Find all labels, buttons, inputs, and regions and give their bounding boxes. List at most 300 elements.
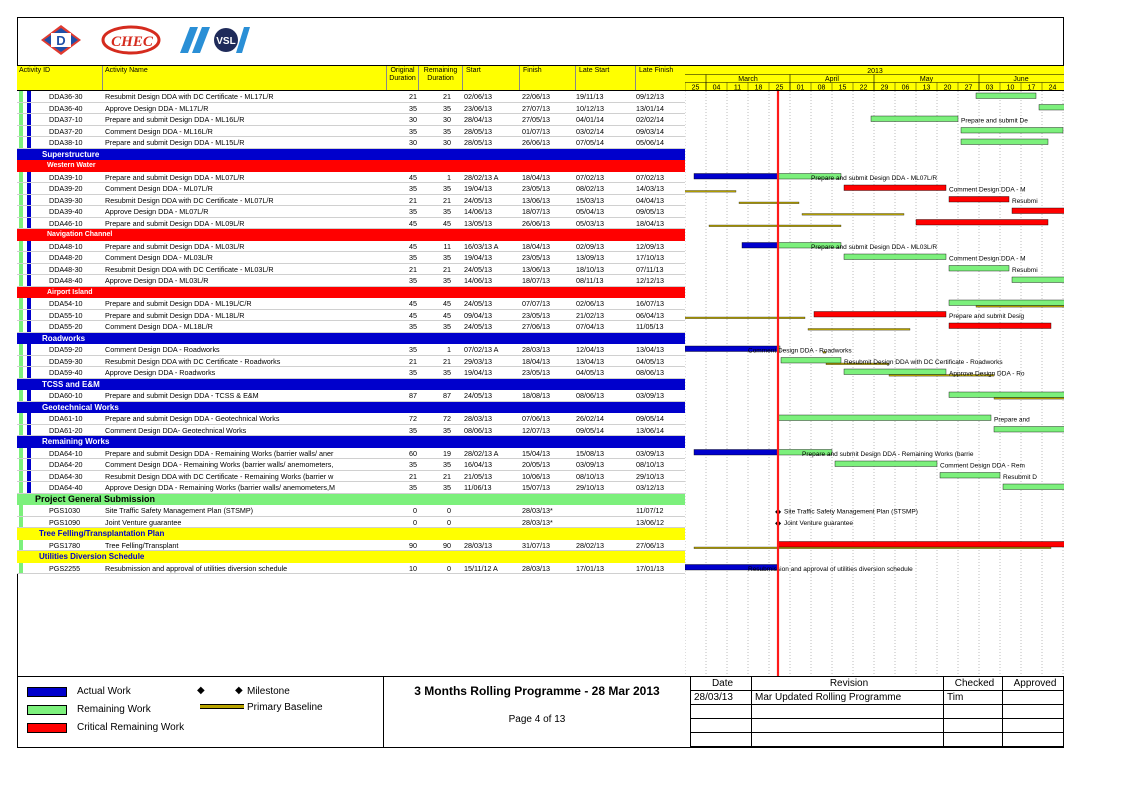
- baseline-bar: [694, 547, 1051, 549]
- rev-description: Mar Updated Rolling Programme: [752, 691, 944, 705]
- finish-date: 23/05/13: [522, 310, 550, 320]
- activity-id: DDA37-20: [49, 126, 83, 136]
- actual-work-bar: [694, 450, 778, 456]
- week-label: 24: [1048, 84, 1057, 91]
- finish-date: 28/03/13: [522, 345, 550, 354]
- late-finish-date: 17/10/13: [636, 253, 664, 262]
- late-start-date: 19/11/13: [576, 92, 604, 101]
- remaining-work-bar: [1003, 484, 1064, 490]
- remaining-duration: 21: [443, 195, 451, 205]
- late-start-date: 04/05/13: [576, 368, 604, 377]
- start-date: [464, 517, 519, 528]
- activity-name: Prepare and submit Design DDA - ML18L/R: [105, 310, 245, 320]
- start-date: 14/06/13: [464, 276, 492, 285]
- remaining-duration: 72: [443, 414, 451, 423]
- activity-id: DDA60-10: [49, 391, 83, 400]
- activity-name: Resubmit Design DDA with DC Certificate - ML17L/R: [105, 92, 274, 101]
- activity-id: DDA39-10: [49, 172, 83, 182]
- finish-date: 18/08/13: [522, 391, 550, 400]
- bar-label: Prepare and: [994, 416, 1030, 424]
- wbs-band-row: [685, 402, 1064, 414]
- week-label: 06: [901, 84, 910, 91]
- start-date: 28/05/13: [464, 138, 492, 147]
- remaining-work-bar: [778, 415, 991, 421]
- activity-row[interactable]: [17, 448, 685, 460]
- finish-date: 27/07/13: [522, 103, 550, 113]
- header-activity-id[interactable]: Activity ID: [17, 66, 103, 90]
- wbs-level-strip: [19, 195, 23, 206]
- activity-id: DDA64-30: [49, 471, 83, 481]
- late-start-date: 03/02/14: [576, 126, 604, 136]
- wbs-level-strip: [27, 298, 31, 309]
- week-label: 11: [733, 84, 742, 91]
- gantt-bars: [685, 91, 1064, 676]
- activity-row[interactable]: [17, 425, 685, 437]
- activity-id: DDA64-20: [49, 460, 83, 469]
- header-late-finish[interactable]: Late Finish: [639, 67, 674, 74]
- bar-label: Prepare and submit De: [961, 117, 1028, 125]
- wbs-band-row: [685, 287, 1064, 299]
- wbs-band-row: [685, 379, 1064, 391]
- wbs-level-strip: [27, 195, 31, 206]
- activity-row[interactable]: [17, 563, 685, 575]
- original-duration: 45: [409, 241, 417, 251]
- month-label: March: [738, 76, 758, 83]
- remaining-duration: 35: [443, 207, 451, 216]
- finish-date: 18/04/13: [522, 172, 550, 182]
- header-finish[interactable]: Finish: [520, 66, 576, 90]
- wbs-level-strip: [19, 448, 23, 459]
- activity-name: Joint Venture guarantee: [105, 517, 182, 527]
- wbs-level-strip: [19, 252, 23, 263]
- week-label: 10: [1006, 84, 1015, 91]
- wbs-level-strip: [19, 356, 23, 367]
- late-finish-date: 04/04/13: [636, 195, 664, 205]
- activity-row[interactable]: [17, 310, 685, 322]
- original-duration: 21: [409, 356, 417, 366]
- wbs-level-strip: [27, 275, 31, 286]
- remaining-work-bar: [1039, 105, 1064, 111]
- wbs-level-strip: [19, 172, 23, 183]
- late-start-date: 08/10/13: [576, 471, 604, 481]
- late-start-date: 17/01/13: [576, 563, 604, 573]
- rev-empty-cell: [944, 719, 1003, 733]
- remaining-duration: 21: [443, 471, 451, 481]
- header-activity-name[interactable]: Activity Name: [103, 66, 387, 90]
- rev-empty-cell: [944, 705, 1003, 719]
- start-date: 24/05/13: [464, 195, 492, 205]
- critical-work-bar: [949, 197, 1009, 203]
- wbs-level-strip: [19, 218, 23, 229]
- svg-text:D: D: [56, 33, 66, 48]
- activity-row[interactable]: [17, 367, 685, 379]
- start-date: 07/02/13 A: [464, 345, 499, 354]
- wbs-level-strip: [19, 540, 23, 551]
- baseline-bar: [685, 317, 805, 319]
- rev-empty-cell: [691, 719, 752, 733]
- bar-label: Prepare and submit Desig: [949, 313, 1025, 320]
- late-start-date: [576, 505, 636, 516]
- wbs-level-strip: [19, 241, 23, 252]
- critical-work-bar: [916, 220, 1048, 226]
- header-start[interactable]: Start: [463, 66, 520, 90]
- start-date: 28/03/13: [464, 414, 492, 423]
- original-duration: 35: [409, 483, 417, 492]
- activity-id: DDA55-20: [49, 322, 83, 331]
- legend-baseline-swatch: [200, 704, 244, 709]
- wbs-band-title: Geotechnical Works: [42, 402, 119, 412]
- original-duration: 60: [409, 448, 417, 458]
- rev-empty-cell: [1003, 705, 1064, 719]
- finish-date: 28/03/13*: [522, 517, 553, 527]
- activity-id: DDA48-10: [49, 241, 83, 251]
- header-late-start[interactable]: Late Start: [576, 66, 636, 90]
- month-label: May: [919, 76, 934, 83]
- start-date: 15/11/12 A: [464, 563, 498, 573]
- remaining-work-bar: [994, 427, 1064, 433]
- activity-row[interactable]: [17, 321, 685, 333]
- activity-row[interactable]: [17, 298, 685, 310]
- late-start-date: 03/09/13: [576, 460, 604, 469]
- activity-id: PGS2255: [49, 563, 81, 573]
- remaining-work-bar: [961, 128, 1063, 134]
- wbs-level-strip: [27, 103, 31, 114]
- bar-label: Comment Design DDA - M: [949, 255, 1026, 263]
- timescale-header: [685, 65, 1064, 91]
- activity-id: DDA54-10: [49, 299, 83, 308]
- original-duration: 21: [409, 195, 417, 205]
- activity-row[interactable]: [17, 356, 685, 368]
- wbs-band-title: TCSS and E&M: [42, 379, 100, 389]
- finish-date: 28/03/13: [522, 563, 550, 573]
- late-start-date: 26/02/14: [576, 414, 604, 423]
- activity-name: Resubmit Design DDA with DC Certificate - Remaining Works (barrier w: [105, 471, 334, 481]
- remaining-work-bar: [844, 369, 946, 375]
- start-date: 24/05/13: [464, 299, 492, 308]
- start-date: 09/04/13: [464, 310, 492, 320]
- late-start-date: 08/06/13: [576, 391, 604, 400]
- activity-row[interactable]: [17, 252, 685, 264]
- wbs-band[interactable]: [17, 229, 685, 241]
- rev-empty-cell: [752, 733, 944, 747]
- activity-row[interactable]: [17, 218, 685, 230]
- actual-work-bar: [742, 243, 778, 249]
- wbs-band-row: [685, 160, 1064, 172]
- activity-row[interactable]: [17, 264, 685, 276]
- start-date: 28/02/13 A: [464, 172, 499, 182]
- activity-row[interactable]: [17, 172, 685, 184]
- wbs-level-strip: [19, 563, 23, 574]
- wbs-band[interactable]: [17, 551, 685, 563]
- wbs-band-title: Remaining Works: [42, 437, 110, 446]
- activity-table-header: [17, 65, 685, 91]
- wbs-level-strip: [19, 413, 23, 424]
- late-start-date: 21/02/13: [576, 310, 604, 320]
- rev-date: 28/03/13: [691, 691, 752, 705]
- programme-title: 3 Months Rolling Programme - 28 Mar 2013: [414, 684, 660, 698]
- late-start-date: 15/03/13: [576, 195, 604, 205]
- header-original-duration[interactable]: Original Duration: [387, 66, 419, 90]
- remaining-duration: 35: [443, 322, 451, 331]
- wbs-level-strip: [19, 310, 23, 321]
- legend-milestone-label: Milestone: [247, 686, 290, 697]
- late-finish-date: 09/03/14: [636, 126, 664, 136]
- remaining-duration: 45: [443, 310, 451, 320]
- start-date: 14/06/13: [464, 207, 492, 216]
- remaining-duration: 45: [443, 299, 451, 308]
- original-duration: 21: [409, 92, 417, 101]
- finish-date: 26/06/13: [522, 138, 550, 147]
- start-date: 24/05/13: [464, 264, 492, 274]
- timescale-year: 2013: [867, 68, 883, 75]
- bar-label: Site Traffic Safety Management Plan (STSMP): [784, 508, 918, 516]
- activity-row[interactable]: [17, 471, 685, 483]
- bar-label: Joint Venture guarantee: [784, 520, 854, 527]
- activity-name: Comment Design DDA - Remaining Works (barrier walls/ anemometers,: [105, 460, 334, 469]
- wbs-band[interactable]: [17, 494, 685, 506]
- legend-remaining-label: Remaining Work: [77, 704, 151, 715]
- week-label: 04: [712, 84, 721, 91]
- activity-row[interactable]: [17, 505, 685, 517]
- wbs-band[interactable]: [17, 333, 685, 345]
- rev-header-checked: Checked: [944, 677, 1003, 691]
- activity-row[interactable]: [17, 114, 685, 126]
- start-date: 13/05/13: [464, 218, 492, 228]
- wbs-band-title: Project General Submission: [35, 493, 156, 504]
- activity-row[interactable]: [17, 195, 685, 207]
- wbs-level-strip: [19, 482, 23, 493]
- wbs-level-strip: [27, 321, 31, 332]
- late-start-date: 07/04/13: [576, 322, 604, 331]
- activity-row[interactable]: [17, 183, 685, 195]
- remaining-duration: 45: [443, 218, 451, 228]
- remaining-duration: 35: [443, 184, 451, 193]
- activity-id: DDA59-20: [49, 345, 83, 354]
- activity-name: Prepare and submit Design DDA - Remaining Works (barrier walls/ aner: [105, 448, 334, 458]
- remaining-work-bar: [949, 392, 1064, 398]
- activity-name: Resubmit Design DDA with DC Certificate - Roadworks: [105, 356, 281, 366]
- activity-row[interactable]: [17, 126, 685, 138]
- finish-date: 12/07/13: [522, 425, 550, 435]
- baseline-bar: [685, 191, 736, 193]
- wbs-band[interactable]: [17, 149, 685, 161]
- diamond-icon: ◆: [197, 685, 205, 696]
- late-start-date: 02/06/13: [576, 299, 604, 308]
- logo-bar: [17, 17, 1064, 65]
- activity-name: Approve Design DDA - Remaining Works (barrier walls/ anemometers,M: [105, 483, 335, 492]
- remaining-work-bar: [871, 116, 958, 122]
- bar-label: Comment Design DDA - M: [949, 186, 1026, 194]
- wbs-level-strip: [19, 183, 23, 194]
- finish-date: 27/05/13: [522, 115, 550, 124]
- activity-id: DDA36-40: [49, 103, 83, 113]
- original-duration: 35: [409, 184, 417, 193]
- activity-name: Prepare and submit Design DDA - ML15L/R: [105, 138, 245, 147]
- activity-row[interactable]: [17, 103, 685, 115]
- svg-text:CHEC: CHEC: [111, 34, 153, 50]
- wbs-level-strip: [27, 218, 31, 229]
- activity-row[interactable]: [17, 344, 685, 356]
- original-duration: 35: [409, 276, 417, 285]
- remaining-duration: 35: [443, 253, 451, 262]
- rev-checked: Tim: [944, 691, 1003, 705]
- wbs-level-strip: [19, 103, 23, 114]
- original-duration: 35: [409, 126, 417, 136]
- start-date: 28/05/13: [464, 126, 492, 136]
- wbs-level-strip: [27, 390, 31, 401]
- bar-label: Comment Design DDA - Rem: [940, 462, 1025, 470]
- late-finish-date: 05/06/14: [636, 138, 664, 147]
- wbs-level-strip: [19, 517, 23, 528]
- wbs-level-strip: [19, 275, 23, 286]
- late-finish-date: 04/05/13: [636, 356, 664, 366]
- wbs-level-strip: [27, 91, 31, 102]
- activity-name: Comment Design DDA- Geotechnical Works: [105, 425, 247, 435]
- activity-id: DDA55-10: [49, 310, 83, 320]
- late-finish-date: 18/04/13: [636, 218, 664, 228]
- wbs-level-strip: [19, 390, 23, 401]
- start-date: 19/04/13: [464, 184, 492, 193]
- wbs-level-strip: [19, 264, 23, 275]
- late-start-date: 12/04/13: [576, 345, 604, 354]
- start-date: 23/06/13: [464, 103, 492, 113]
- actual-work-bar: [694, 174, 778, 180]
- activity-row[interactable]: [17, 413, 685, 425]
- critical-work-bar: [844, 185, 946, 191]
- wbs-band-row: [685, 333, 1064, 345]
- activity-row[interactable]: [17, 206, 685, 218]
- activity-row[interactable]: [17, 91, 685, 103]
- activity-row[interactable]: [17, 241, 685, 253]
- wbs-band[interactable]: [17, 436, 685, 448]
- wbs-band-title: Western Water: [47, 162, 96, 169]
- original-duration: 45: [409, 172, 417, 182]
- rev-header-revision: Revision: [752, 677, 944, 691]
- remaining-duration: 0: [447, 563, 451, 573]
- wbs-band[interactable]: [17, 287, 685, 299]
- bar-label: Resubmission and approval of utilities diversion schedule: [748, 566, 913, 573]
- remaining-duration: 35: [443, 460, 451, 469]
- remaining-work-bar: [844, 254, 946, 260]
- remaining-duration: 35: [443, 483, 451, 492]
- activity-row[interactable]: [17, 275, 685, 287]
- start-date: 28/04/13: [464, 115, 492, 124]
- wbs-band[interactable]: [17, 528, 685, 540]
- activity-row[interactable]: [17, 482, 685, 494]
- activity-id: DDA48-40: [49, 276, 83, 285]
- activity-name: Tree Felling/Transplant: [105, 540, 179, 550]
- finish-date: 18/04/13: [522, 241, 550, 251]
- wbs-band[interactable]: [17, 160, 685, 172]
- remaining-work-bar: [949, 300, 1064, 306]
- week-label: 01: [796, 84, 805, 91]
- activity-row[interactable]: [17, 390, 685, 402]
- original-duration: 35: [409, 425, 417, 435]
- start-date: 28/03/13: [464, 540, 492, 550]
- wbs-level-strip: [27, 264, 31, 275]
- wbs-band-row: [685, 436, 1064, 448]
- week-label: 27: [964, 84, 973, 91]
- remaining-duration: 0: [447, 517, 451, 527]
- late-finish-date: 08/06/13: [636, 368, 664, 377]
- activity-row[interactable]: [17, 517, 685, 529]
- wbs-band[interactable]: [17, 379, 685, 391]
- wbs-band-title: Superstructure: [42, 149, 100, 159]
- wbs-level-strip: [19, 471, 23, 482]
- start-date: 19/04/13: [464, 253, 492, 262]
- activity-row[interactable]: [17, 459, 685, 471]
- start-date: 21/05/13: [464, 471, 492, 481]
- baseline-bar: [802, 214, 904, 216]
- activity-name: Resubmission and approval of utilities diversion schedule: [105, 563, 288, 573]
- wbs-band[interactable]: [17, 402, 685, 414]
- activity-name: Site Traffic Safety Management Plan (STSMP): [105, 506, 254, 515]
- wbs-level-strip: [27, 448, 31, 459]
- rev-approved: [1003, 691, 1064, 705]
- week-label: 22: [859, 84, 868, 91]
- start-date: 16/03/13 A: [464, 241, 499, 251]
- wbs-level-strip: [27, 183, 31, 194]
- week-label: 20: [943, 84, 952, 91]
- original-duration: 45: [409, 218, 417, 228]
- rev-empty-cell: [752, 705, 944, 719]
- activity-id: DDA39-20: [49, 184, 83, 193]
- wbs-level-strip: [19, 344, 23, 355]
- baseline-bar: [709, 225, 841, 227]
- wbs-level-strip: [27, 252, 31, 263]
- original-duration: 45: [409, 299, 417, 308]
- late-finish-date: 11/07/12: [636, 506, 664, 515]
- legend-critical-label: Critical Remaining Work: [77, 722, 185, 733]
- late-start-date: 04/01/14: [576, 115, 604, 124]
- week-label: 25: [775, 84, 784, 91]
- wbs-band-row: [685, 229, 1064, 241]
- header-remaining-duration[interactable]: Remaining Duration: [419, 66, 463, 90]
- remaining-duration: 35: [443, 103, 451, 113]
- legend-actual-swatch: [27, 687, 67, 697]
- finish-date: 31/07/13: [522, 540, 550, 550]
- wbs-level-strip: [27, 126, 31, 137]
- week-label: 29: [880, 84, 889, 91]
- late-finish-date: 12/12/13: [636, 276, 664, 285]
- milestone-diamond-icon: ◆: [775, 507, 782, 516]
- finish-date: 18/04/13: [522, 356, 550, 366]
- wbs-band-title: Airport Island: [47, 288, 93, 296]
- start-date: 02/06/13: [464, 92, 492, 101]
- activity-id: PGS1780: [49, 540, 81, 550]
- week-label: 17: [1027, 84, 1036, 91]
- late-finish-date: 13/06/14: [636, 425, 664, 435]
- original-duration: 0: [413, 506, 417, 515]
- finish-date: 13/06/13: [522, 264, 550, 274]
- wbs-band-title: Roadworks: [42, 333, 86, 343]
- remaining-duration: 21: [443, 356, 451, 366]
- activity-id: DDA61-20: [49, 425, 83, 435]
- start-date: [464, 505, 519, 516]
- baseline-bar: [739, 202, 799, 204]
- activity-row[interactable]: [17, 540, 685, 552]
- baseline-bar: [976, 306, 1064, 308]
- activity-id: DDA39-30: [49, 195, 83, 205]
- activity-row[interactable]: [17, 137, 685, 149]
- remaining-duration: 21: [443, 264, 451, 274]
- finish-date: 07/07/13: [522, 299, 550, 308]
- activity-id: DDA37-10: [49, 115, 83, 124]
- bar-label: Prepare and submit Design DDA - ML07L/R: [811, 175, 938, 182]
- late-start-date: 13/09/13: [576, 253, 604, 262]
- activity-name: Prepare and submit Design DDA - Geotechnical Works: [105, 414, 280, 423]
- finish-date: 23/05/13: [522, 184, 550, 193]
